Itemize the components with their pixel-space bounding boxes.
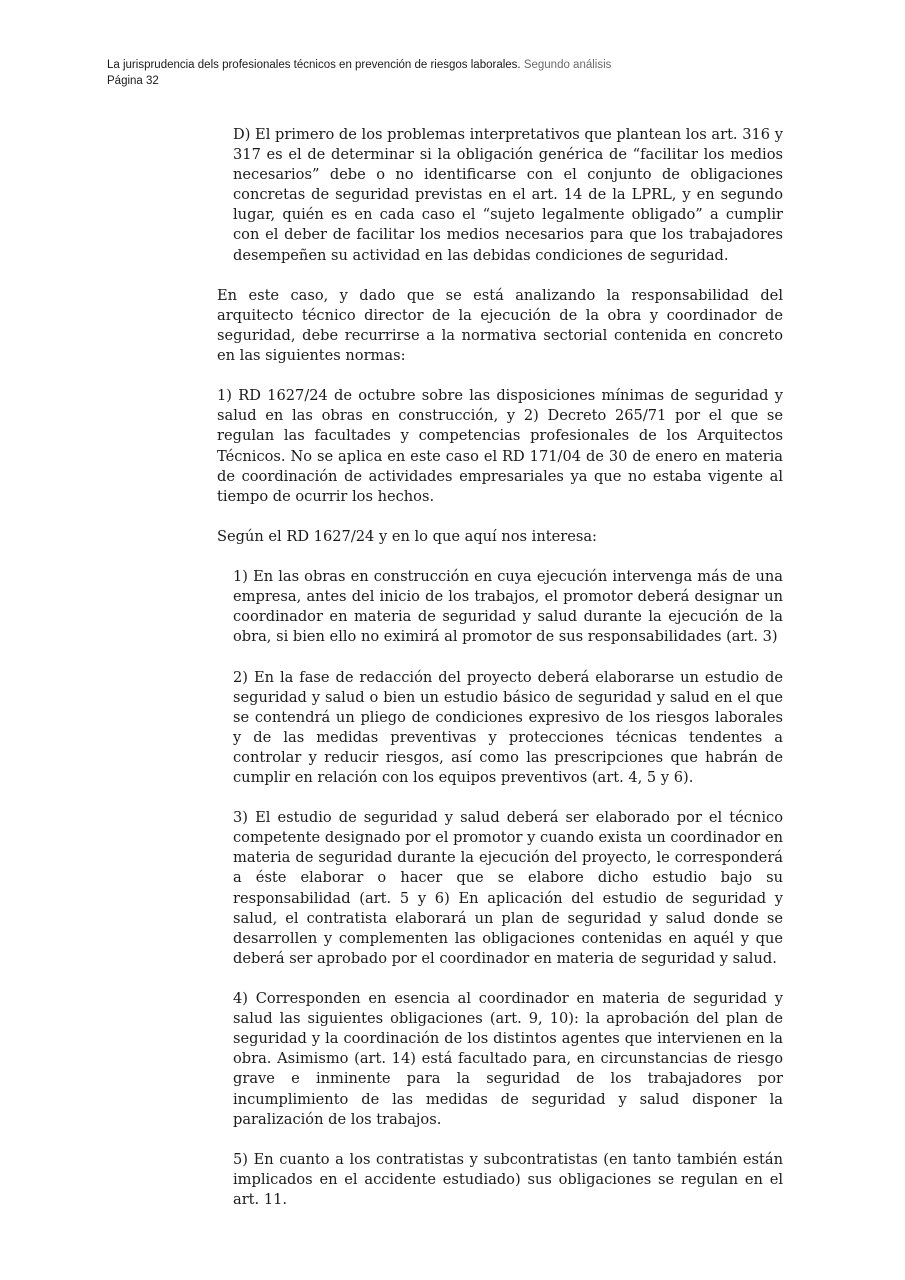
paragraph-sectoral-norms: En este caso, y dado que se está analizando la responsabilidad del arquitecto técnico director de la ejecución de la obra y coordinador de seguridad, debe recurrirse a la normativa sectorial contenida en concreto en las siguientes normas: [217,286,783,365]
paragraph-item-5: 5) En cuanto a los contratistas y subcontratistas (en tanto también están implicados en el accidente estudiado) sus obligaciones se regulan en el art. 11. [233,1150,783,1208]
paragraph-d-interpretative-problem: D) El primero de los problemas interpretativos que plantean los art. 316 y 317 es el de determinar si la obligación genérica de “facilitar los medios necesarios” debe o no identificarse con el conjunto de obligaciones concretas de seguridad previstas en el art. 14 de la LPRL, y en segundo lugar, quién es en cada caso el “sujeto legalmente obligado” a cumplir con el deber de facilitar los medios necesarios para que los trabajadores desempeñen su actividad en las debidas condiciones de seguridad. [233,126,783,264]
paragraph-item-3: 3) El estudio de seguridad y salud deberá ser elaborado por el técnico competente designado por el promotor y cuando exista un coordinador en materia de seguridad durante la ejecución del proyecto, le corresponderá a éste elaborar o hacer que se elabore dicho estudio bajo su responsabilidad (art. 5 y 6) En aplicación del estudio de seguridad y salud, el contratista elaborará un plan de seguridad y salud donde se desarrollen y complementen las obligaciones contenidas en aquél y que deberá ser aprobado por el coordinador en materia de seguridad y salud. [233,809,783,967]
document-subtitle: Segundo análisis [523,59,612,71]
page-body [217,125,783,1230]
paragraph-item-2: 2) En la fase de redacción del proyecto deberá elaborarse un estudio de seguridad y salud o bien un estudio básico de seguridad y salud en el que se contendrá un pliego de condiciones expresivo de los riesgos laborales y de las medidas preventivas y protecciones técnicas tendentes a controlar y reducir riesgos, así como las prescripciones que habrán de cumplir en relación con los equipos preventivos (art. 4, 5 y 6). [233,668,783,786]
running-header [107,57,807,89]
paragraph-norms-list: 1) RD 1627/24 de octubre sobre las disposiciones mínimas de seguridad y salud en las obras en construcción, y 2) Decreto 265/71 por el que se regulan las facultades y competencias profesionales de los Arquitectos Técnicos. No se aplica en este caso el RD 171/04 de 30 de enero en materia de coordinación de actividades empresariales ya que no estaba vigente al tiempo de ocurrir los hechos. [217,387,783,505]
paragraph-item-1: 1) En las obras en construcción en cuya ejecución intervenga más de una empresa, antes del inicio de los trabajos, el promotor deberá designar un coordinador en materia de seguridad y salud durante la ejecución de la obra, si bien ello no eximirá al promotor de sus responsabilidades (art. 3) [233,568,783,646]
page-number: Página 32 [107,75,159,87]
paragraph-rd-intro: Según el RD 1627/24 y en lo que aquí nos interesa: [217,527,597,545]
paragraph-item-4: 4) Corresponden en esencia al coordinador en materia de seguridad y salud las siguientes obligaciones (art. 9, 10): la aprobación del plan de seguridad y la coordinación de los distintos agentes que intervienen en la obra. Asimismo (art. 14) está facultado para, en circunstancias de riesgo grave e inminente para la seguridad de los trabajadores por incumplimiento de las medidas de seguridad y salud disponer la paralización de los trabajos. [233,990,783,1128]
document-title: La jurisprudencia dels profesionales técnicos en prevención de riesgos laborales. [107,59,521,71]
header-title-line [107,57,807,73]
